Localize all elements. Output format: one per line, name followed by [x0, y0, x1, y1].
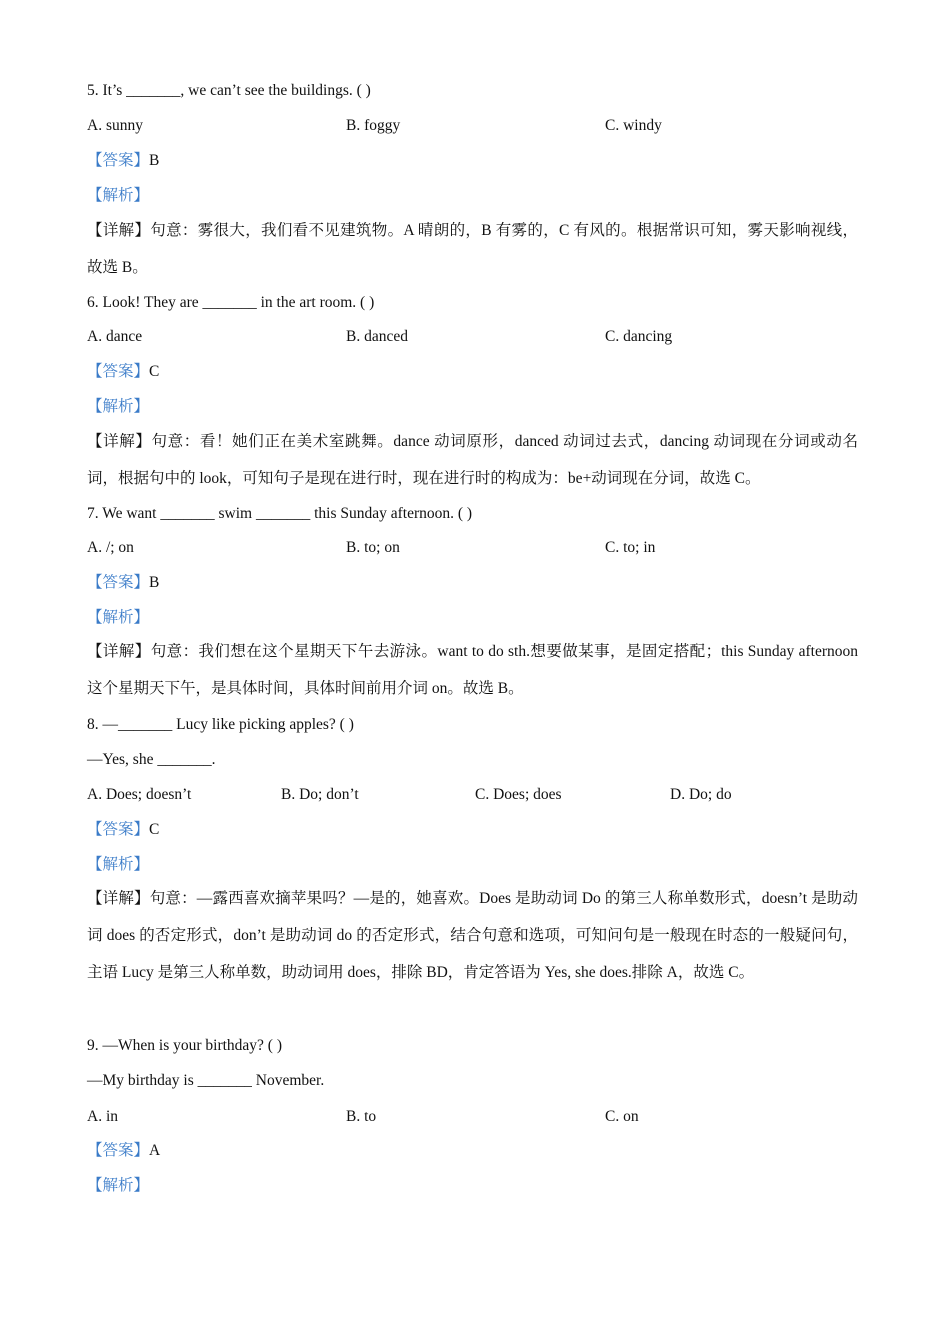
answer-value: A [149, 1142, 161, 1159]
question-8-detail [87, 880, 858, 991]
question-8-stem: 8. —_______ Lucy like picking apples? ( ) [87, 716, 354, 733]
question-7-option-b: B. to; on [346, 539, 400, 556]
question-7-analysis [87, 608, 858, 628]
question-9-stem-reply: —My birthday is _______ November. [87, 1072, 325, 1089]
question-5-option-b: B. foggy [346, 117, 401, 134]
question-6-answer [87, 362, 858, 382]
detail-tag: 【详解】 [87, 222, 151, 239]
question-9-option-c: C. on [605, 1108, 639, 1125]
detail-text: 句意：雾很大，我们看不见建筑物。A 晴朗的，B 有雾的，C 有风的。根据常识可知，雾天影响视线，故选 B。 [87, 222, 858, 276]
question-7-option-a: A. /; on [87, 539, 134, 556]
question-8-answer [87, 820, 858, 840]
analysis-tag: 【解析】 [87, 1177, 150, 1194]
question-8-option-a: A. Does; doesn’t [87, 786, 192, 803]
analysis-tag: 【解析】 [87, 856, 150, 873]
answer-value: B [149, 152, 160, 169]
question-6-detail [87, 423, 858, 497]
question-8-option-d: D. Do; do [670, 786, 732, 803]
question-5-answer [87, 151, 858, 171]
detail-text: 句意：看！她们正在美术室跳舞。dance 动词原形，danced 动词过去式，dancing 动词现在分词或动名词，根据句中的 look，可知句子是现在进行时，现在进行时的构成为：be+动词现在分词，故选 C。 [87, 433, 858, 487]
answer-tag: 【答案】 [87, 1142, 150, 1159]
question-6-option-c: C. dancing [605, 328, 673, 345]
answer-value: C [149, 821, 160, 838]
detail-tag: 【详解】 [87, 433, 152, 450]
question-5-option-a: A. sunny [87, 117, 143, 134]
question-9-option-b: B. to [346, 1108, 377, 1125]
question-8-stem-reply: —Yes, she _______. [87, 751, 216, 768]
question-7-option-c: C. to; in [605, 539, 656, 556]
question-7-stem: 7. We want _______ swim _______ this Sunday afternoon. ( ) [87, 505, 473, 522]
question-7-answer [87, 573, 858, 593]
question-9-stem: 9. —When is your birthday? ( ) [87, 1037, 282, 1054]
question-6-option-a: A. dance [87, 328, 143, 345]
answer-tag: 【答案】 [87, 152, 150, 169]
question-5-option-c: C. windy [605, 117, 662, 134]
answer-tag: 【答案】 [87, 363, 150, 380]
question-8-analysis [87, 855, 858, 875]
question-5-detail [87, 212, 858, 286]
question-9-option-a: A. in [87, 1108, 118, 1125]
analysis-tag: 【解析】 [87, 609, 150, 626]
detail-text: 句意：—露西喜欢摘苹果吗？—是的，她喜欢。Does 是助动词 Do 的第三人称单数形式，doesn’t 是助动词 does 的否定形式，don’t 是助动词 do 的否定形式，结合句意和选项，可知问句是一般现在时态的一般疑问句，主语 Lucy 是第三人称单数，助动词用 does，排除 BD，肯定答语为 Yes, she does.排除 A，故选 C。 [87, 890, 858, 981]
question-6-option-b: B. danced [346, 328, 408, 345]
question-5-analysis [87, 186, 858, 206]
answer-tag: 【答案】 [87, 574, 150, 591]
answer-tag: 【答案】 [87, 821, 150, 838]
question-5-stem: 5. It’s _______, we can’t see the buildings. ( ) [87, 82, 371, 99]
question-6-stem: 6. Look! They are _______ in the art room. ( ) [87, 294, 375, 311]
answer-value: C [149, 363, 160, 380]
detail-tag: 【详解】 [87, 890, 150, 907]
analysis-tag: 【解析】 [87, 187, 150, 204]
question-8-option-b: B. Do; don’t [281, 786, 359, 803]
question-7-detail [87, 633, 858, 707]
question-9-analysis [87, 1176, 858, 1196]
analysis-tag: 【解析】 [87, 398, 150, 415]
detail-text: 句意：我们想在这个星期天下午去游泳。want to do sth.想要做某事，是固定搭配；this Sunday afternoon 这个星期天下午，是具体时间，具体时间前用介词 on。故选 B。 [87, 643, 858, 697]
question-9-answer [87, 1141, 858, 1161]
question-8-option-c: C. Does; does [475, 786, 562, 803]
question-6-analysis [87, 397, 858, 417]
detail-tag: 【详解】 [87, 643, 151, 660]
answer-value: B [149, 574, 160, 591]
